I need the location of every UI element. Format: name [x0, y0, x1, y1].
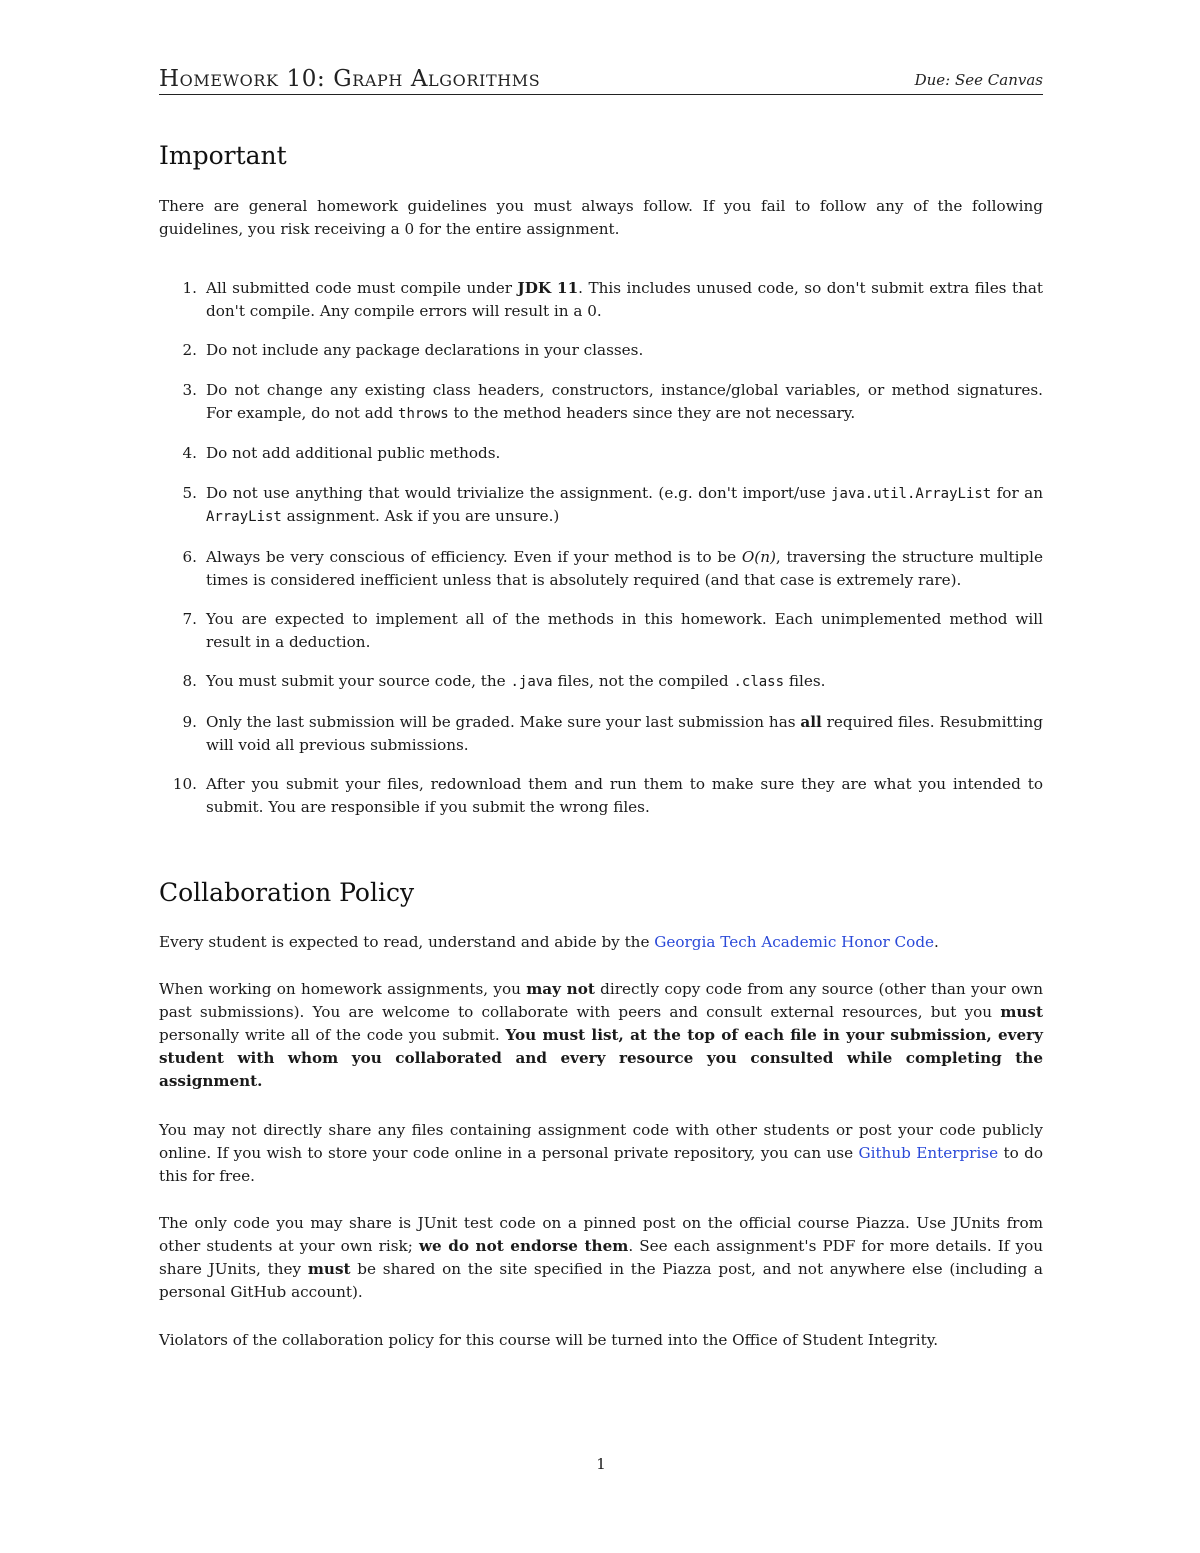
rule-text: for an	[991, 483, 1043, 502]
paragraph-bold: You must list, at the top of each file in your submission, every student with whom you collaborated and every resource you consulted while completing the assignment.	[159, 1026, 1043, 1090]
rule-bold: JDK 11	[517, 279, 579, 297]
list-item	[159, 339, 1043, 362]
list-item	[159, 670, 1043, 694]
github-enterprise-link[interactable]: Github Enterprise	[858, 1144, 999, 1162]
rule-text: assignment. Ask if you are unsure.)	[281, 507, 560, 526]
due-date: Due: See Canvas	[914, 71, 1043, 89]
rule-math: O(n)	[741, 547, 776, 566]
rule-text: You are expected to implement all of the methods in this homework. Each unimplemented method will result in a deduction.	[206, 610, 1043, 651]
important-intro: There are general homework guidelines you must always follow. If you fail to follow any of the following guidelines, you risk receiving a 0 for the entire assignment.	[159, 197, 1043, 238]
rule-text: files, not the compiled	[552, 672, 734, 691]
list-number: 1.	[182, 279, 197, 297]
rule-text: Always be very conscious of efficiency. Even if your method is to be	[206, 547, 742, 566]
rule-bold: all	[800, 712, 822, 731]
sharing-paragraph	[159, 1119, 1043, 1188]
rule-code: ArrayList	[206, 509, 282, 526]
rule-text: . This includes unused code, so don't submit extra files that don't compile. Any compile errors will result in a 0.	[206, 279, 1044, 320]
list-number: 6.	[182, 547, 197, 566]
list-number: 10.	[172, 775, 197, 794]
paragraph-text: directly copy code from any source (other than your own past submissions). You are welcome to collaborate with peers and consult external resources, but you	[159, 980, 1043, 1021]
list-item	[159, 773, 1043, 819]
paragraph-text: You may not directly share any files containing assignment code with other students or post your code publicly online. If you wish to store your code online in a personal private repository, you can use	[159, 1121, 1043, 1162]
page-number: 1	[596, 1455, 606, 1473]
paragraph-bold: may not	[526, 980, 595, 998]
paragraph-text: The only code you may share is JUnit test code on a pinned post on the official course Piazza. Use JUnits from other students at your own risk;	[159, 1214, 1043, 1255]
list-number: 2.	[182, 341, 197, 360]
rule-text: Do not add additional public methods.	[206, 444, 501, 463]
document-page	[159, 0, 1043, 1553]
paragraph-bold: must	[1000, 1003, 1043, 1021]
list-number: 3.	[182, 380, 197, 399]
document-title: Homework 10: Graph Algorithms	[159, 66, 541, 92]
violators-paragraph: Violators of the collaboration policy for this course will be turned into the Office of Student Integrity.	[159, 1331, 939, 1349]
rule-text: You must submit your source code, the	[206, 672, 511, 691]
paragraph-bold: must	[307, 1260, 351, 1278]
list-item	[159, 277, 1043, 323]
honor-code-link[interactable]: Georgia Tech Academic Honor Code	[654, 933, 935, 951]
paragraph-bold: we do not endorse them	[418, 1237, 629, 1255]
list-item	[159, 482, 1043, 530]
paragraph-text: When working on homework assignments, you	[159, 980, 527, 998]
guidelines-list	[159, 277, 1043, 835]
rule-text: files.	[784, 672, 826, 691]
honor-code-paragraph	[159, 931, 1043, 954]
rule-text: Only the last submission will be graded. Make sure your last submission has	[206, 712, 801, 731]
section-heading-collaboration: Collaboration Policy	[159, 878, 415, 907]
rule-text: required files. Resubmitting will void all previous submissions.	[206, 712, 1043, 754]
list-number: 7.	[182, 610, 197, 629]
list-item	[159, 711, 1043, 757]
list-item	[159, 546, 1043, 592]
rule-text: , traversing the structure multiple times is considered inefficient unless that is absolutely required (and that case is extremely rare).	[206, 547, 1044, 589]
list-item	[159, 442, 1043, 465]
list-item	[159, 608, 1043, 654]
rule-text: Do not include any package declarations in your classes.	[206, 341, 644, 360]
paragraph-text: Every student is expected to read, understand and abide by the	[159, 933, 655, 951]
paragraph-text: . See each assignment's PDF for more details. If you share JUnits, they	[159, 1237, 1043, 1278]
list-number: 5.	[182, 483, 197, 502]
rule-text: After you submit your files, redownload them and run them to make sure they are what you intended to submit. You are responsible if you submit the wrong files.	[206, 775, 1043, 816]
list-number: 4.	[182, 444, 197, 463]
list-number: 8.	[182, 672, 197, 691]
rule-code: throws	[398, 405, 449, 422]
rule-text: Do not change any existing class headers, constructors, instance/global variables, or method signatures. For example, do not add	[206, 380, 1043, 422]
rule-code: .java	[510, 674, 553, 691]
paragraph-text: personally write all of the code you submit.	[159, 1026, 506, 1044]
rule-code: java.util.ArrayList	[831, 485, 992, 502]
rule-code: .class	[733, 674, 785, 691]
rule-text: All submitted code must compile under	[206, 279, 518, 297]
working-paragraph	[159, 978, 1043, 1093]
list-item	[159, 379, 1043, 426]
paragraph-text: to do this for free.	[159, 1144, 1043, 1185]
rule-text: Do not use anything that would trivialize the assignment. (e.g. don't import/use	[206, 483, 832, 502]
rule-text: to the method headers since they are not necessary.	[448, 403, 856, 422]
list-number: 9.	[182, 712, 197, 731]
paragraph-text: .	[934, 933, 939, 951]
section-heading-important: Important	[159, 141, 287, 170]
page-header	[159, 66, 1043, 95]
paragraph-text: be shared on the site specified in the Piazza post, and not anywhere else (including a personal GitHub account).	[159, 1260, 1043, 1301]
junit-paragraph	[159, 1212, 1043, 1304]
